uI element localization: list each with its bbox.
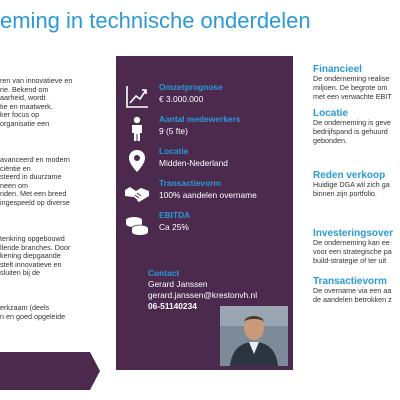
section-line: De onderneming kan ee: [313, 238, 390, 247]
section-line: binnen zijn portfolio.: [313, 188, 377, 198]
section-heading: Investeringsover: [313, 228, 394, 239]
info-label: Aantal medewerkers: [159, 114, 241, 124]
section-line: voor een strategische pa: [313, 246, 392, 256]
info-value: 100% aandelen overname: [159, 190, 257, 200]
decorative-arrow-band: [0, 352, 100, 390]
right-section-location: [313, 108, 400, 145]
section-line: de aandelen betrokken z: [313, 294, 392, 304]
info-value: Ca 25%: [159, 222, 189, 232]
contact-photo: [220, 306, 288, 366]
contact-email[interactable]: gerard.janssen@krestonvh.nl: [148, 290, 258, 300]
info-label: EBITDA: [159, 210, 191, 220]
section-heading: Reden verkoop: [313, 170, 386, 181]
contact-phone[interactable]: 06-51140234: [148, 301, 197, 311]
right-section-financial: [313, 64, 400, 101]
section-line: De onderneming realise: [313, 74, 390, 83]
growth-chart-icon: [124, 84, 150, 110]
info-label: Omzetprognose: [159, 82, 223, 92]
section-line: met een verwachte EBIT: [313, 91, 392, 101]
handshake-icon: [124, 180, 150, 206]
info-label: Transactievorm: [159, 178, 221, 188]
info-label: Locatie: [159, 146, 189, 156]
coins-icon: [124, 212, 150, 238]
person-icon: [124, 116, 150, 142]
section-heading: Locatie: [313, 108, 349, 119]
info-value: € 3.000.000: [159, 94, 204, 104]
right-section-investment: [313, 228, 400, 265]
info-item-employees: [116, 114, 293, 150]
section-line: De overname via een aa: [313, 286, 392, 295]
right-section-transaction: [313, 276, 400, 305]
info-value: Midden-Nederland: [159, 158, 228, 168]
section-line: build-strategie of ter uit: [313, 255, 387, 265]
section-line: bedrijfspand is gehuurd: [313, 126, 388, 136]
section-heading: Financieel: [313, 64, 362, 75]
info-item-location: [116, 146, 293, 182]
section-heading: Transactievorm: [313, 276, 387, 287]
section-line: miljoen. De begrote om: [313, 82, 388, 92]
location-pin-icon: [124, 148, 150, 174]
left-text-block-4: erkzaam (deels n en goed opgeleide: [0, 303, 66, 321]
right-section-sale-reason: [313, 170, 400, 199]
section-line: De onderneming is geve: [313, 118, 391, 127]
left-text-block-3: tenkring opgebouwd llende branches. Door kening diepgaande stelt innovatieve en sluiten bij de: [0, 234, 71, 278]
left-text-block-2: avanceerd en modern ciëntie en steerd in duurzame neen om nden. Met een breed ingespeeld op diverse: [0, 155, 70, 207]
section-line: Huidige DGA wil zich ga: [313, 180, 390, 189]
left-text-block-1: ren van innovatieve en rie. Bekend om aarheid, wordt tie en maatwerk. ker focus op organisatie een: [0, 76, 73, 128]
contact-name: Gerard Janssen: [148, 279, 208, 289]
page-title: eming in technische onderdelen: [0, 8, 311, 33]
section-line: gebonden.: [313, 135, 347, 145]
contact-heading: Contact: [148, 268, 180, 278]
info-item-ebitda: [116, 210, 293, 246]
info-item-revenue: [116, 82, 293, 118]
info-item-transaction: [116, 178, 293, 214]
info-value: 9 (5 fte): [159, 126, 188, 136]
portrait-image: [220, 306, 288, 366]
